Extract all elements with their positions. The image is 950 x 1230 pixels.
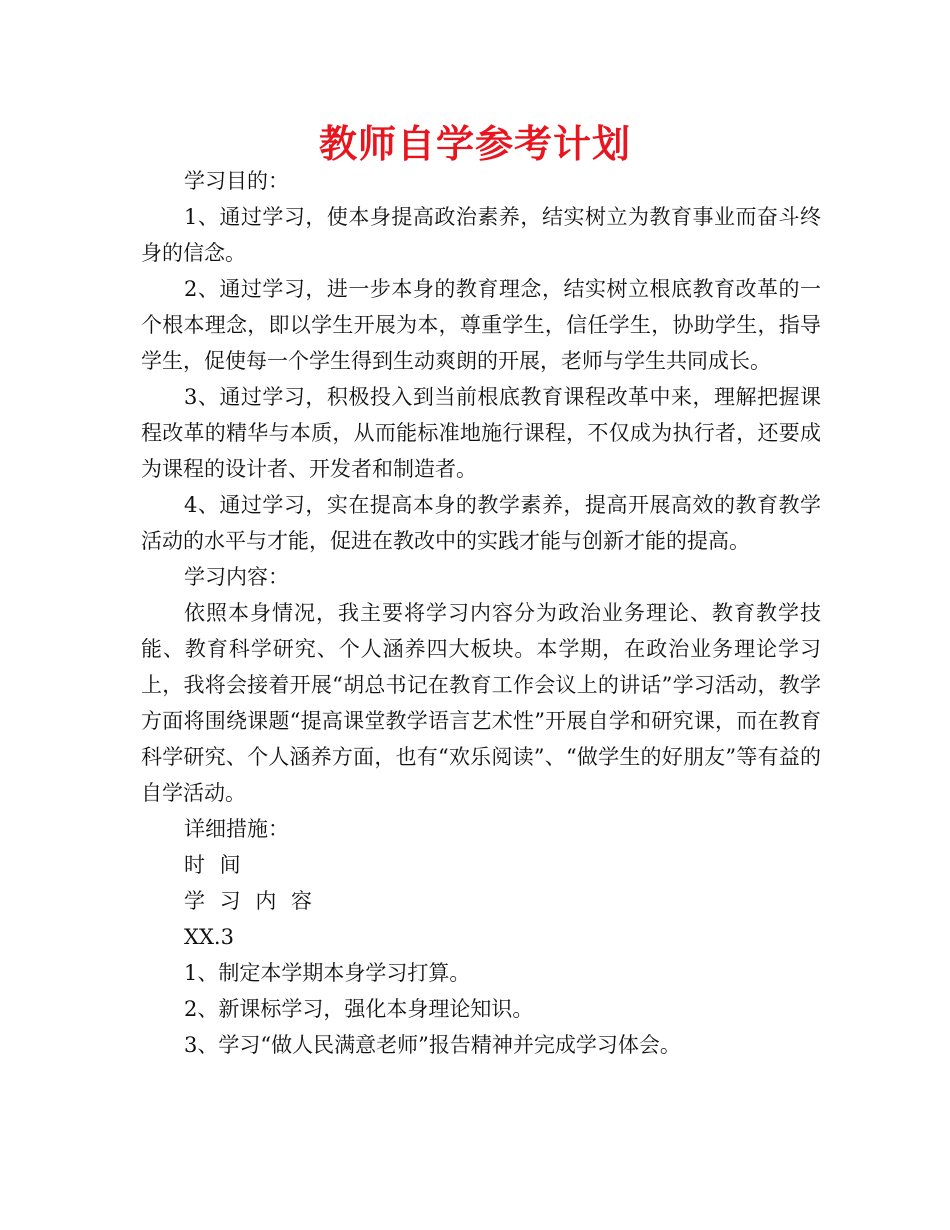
paragraph-purpose-3: 3、通过学习，积极投入到当前根底教育课程改革中来，理解把握课程改革的精华与本质，从而能标准地施行课程，不仅成为执行者，还要成为课程的设计者、开发者和制造者。 xyxy=(141,385,821,481)
schedule-date: XX.3 xyxy=(184,925,234,949)
paragraph-purpose-2: 2、通过学习，进一步本身的教育理念，结实树立根底教育改革的一个根本理念，即以学生开展为本，尊重学生，信任学生，协助学生，指导学生，促使每一个学生得到生动爽朗的开展，老师与学生共同成长。 xyxy=(141,277,821,373)
schedule-item-3: 3、学习“做人民满意老师”报告精神并完成学习体会。 xyxy=(184,1033,681,1057)
schedule-item-2: 2、新课标学习，强化本身理论知识。 xyxy=(184,997,534,1021)
table-header-time: 时 间 xyxy=(184,853,245,877)
paragraph-purpose-1: 1、通过学习，使本身提高政治素养，结实树立为教育事业而奋斗终身的信念。 xyxy=(141,205,821,265)
table-header-content: 学 习 内 容 xyxy=(184,889,317,913)
schedule-item-1: 1、制定本学期本身学习打算。 xyxy=(184,961,471,985)
section-heading-purpose: 学习目的： xyxy=(184,169,289,193)
paragraph-content: 依照本身情况，我主要将学习内容分为政治业务理论、教育教学技能、教育科学研究、个人涵养四大板块。本学期，在政治业务理论学习上，我将会接着开展“胡总书记在教育工作会议上的讲话”学习活动，教学方面将围绕课题“提高课堂教学语言艺术性”开展自学和研究课，而在教育科学研究、个人涵养方面，也有“欢乐阅读”、“做学生的好朋友”等有益的自学活动。 xyxy=(141,601,821,805)
document-title: 教师自学参考计划 xyxy=(318,122,631,166)
section-heading-content: 学习内容： xyxy=(184,565,289,589)
section-heading-measures: 详细措施： xyxy=(184,817,289,841)
document-body xyxy=(141,163,821,1063)
paragraph-purpose-4: 4、通过学习，实在提高本身的教学素养，提高开展高效的教育教学活动的水平与才能，促进在教改中的实践才能与创新才能的提高。 xyxy=(141,493,821,553)
